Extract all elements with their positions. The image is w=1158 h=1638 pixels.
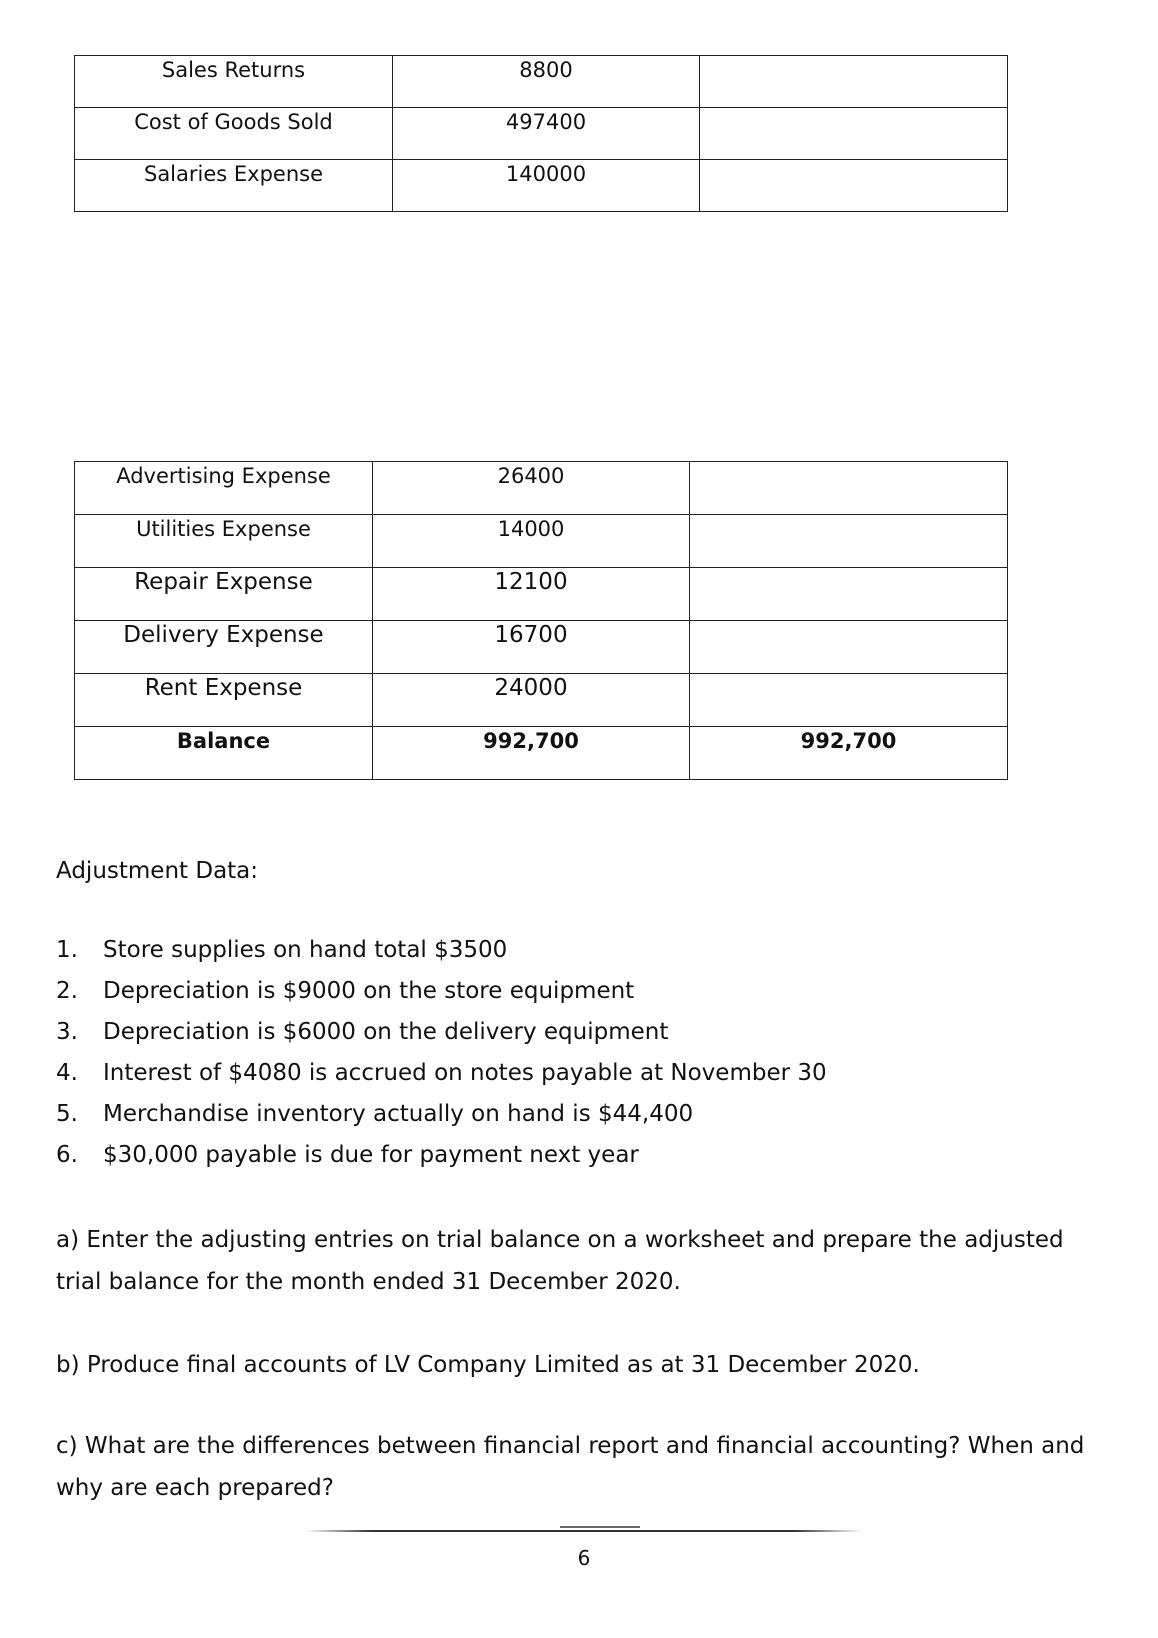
list-item xyxy=(56,1058,827,1099)
adjustment-list xyxy=(56,935,827,1181)
account-name-cell: Rent Expense xyxy=(75,674,373,727)
list-item-number: 6. xyxy=(56,1142,78,1168)
list-item-text: Depreciation is $9000 on the store equipment xyxy=(103,978,635,1004)
table-row xyxy=(75,462,1008,515)
list-item-text: Merchandise inventory actually on hand is $44,400 xyxy=(103,1101,694,1127)
page-number: 6 xyxy=(577,1546,591,1570)
credit-cell xyxy=(700,56,1008,108)
debit-cell: 14000 xyxy=(373,515,690,568)
table-row xyxy=(75,568,1008,621)
footer-divider xyxy=(305,1530,862,1532)
balance-credit-total: 992,700 xyxy=(690,727,1008,780)
account-name-cell: Salaries Expense xyxy=(75,160,393,212)
list-item xyxy=(56,976,827,1017)
account-name-cell: Delivery Expense xyxy=(75,621,373,674)
table-row xyxy=(75,515,1008,568)
trial-balance-table-bottom xyxy=(74,461,1008,780)
trial-balance-table-top xyxy=(74,55,1008,212)
debit-cell: 26400 xyxy=(373,462,690,515)
debit-cell: 140000 xyxy=(393,160,700,212)
list-item xyxy=(56,935,827,976)
account-name-cell: Sales Returns xyxy=(75,56,393,108)
question-b: b) Produce final accounts of LV Company Limited as at 31 December 2020. xyxy=(56,1352,920,1378)
list-item-number: 4. xyxy=(56,1060,78,1086)
credit-cell xyxy=(690,674,1008,727)
debit-cell: 8800 xyxy=(393,56,700,108)
list-item-text: $30,000 payable is due for payment next year xyxy=(103,1142,639,1168)
list-item-number: 2. xyxy=(56,978,78,1004)
credit-cell xyxy=(700,160,1008,212)
balance-debit-total: 992,700 xyxy=(373,727,690,780)
list-item-number: 5. xyxy=(56,1101,78,1127)
balance-total-row xyxy=(75,727,1008,780)
table-row xyxy=(75,108,1008,160)
debit-cell: 12100 xyxy=(373,568,690,621)
list-item-text: Depreciation is $6000 on the delivery equipment xyxy=(103,1019,669,1045)
list-item-number: 1. xyxy=(56,937,78,963)
list-item xyxy=(56,1140,827,1181)
question-a: a) Enter the adjusting entries on trial balance on a worksheet and prepare the adjusted trial balance for the month ended 31 December 2020. xyxy=(56,1227,1064,1295)
debit-cell: 497400 xyxy=(393,108,700,160)
list-item-text: Interest of $4080 is accrued on notes payable at November 30 xyxy=(103,1060,827,1086)
list-item xyxy=(56,1099,827,1140)
footer-rule-accent xyxy=(560,1526,640,1528)
adjustment-data-heading: Adjustment Data: xyxy=(56,858,259,884)
account-name-cell: Utilities Expense xyxy=(75,515,373,568)
credit-cell xyxy=(690,568,1008,621)
credit-cell xyxy=(690,462,1008,515)
list-item xyxy=(56,1017,827,1058)
table-row xyxy=(75,621,1008,674)
table-row xyxy=(75,160,1008,212)
table-row xyxy=(75,56,1008,108)
list-item-text: Store supplies on hand total $3500 xyxy=(103,937,508,963)
account-name-cell: Repair Expense xyxy=(75,568,373,621)
list-item-number: 3. xyxy=(56,1019,78,1045)
question-c: c) What are the differences between financial report and financial accounting? When and why are each prepared? xyxy=(56,1433,1085,1501)
debit-cell: 24000 xyxy=(373,674,690,727)
account-name-cell: Cost of Goods Sold xyxy=(75,108,393,160)
credit-cell xyxy=(690,621,1008,674)
account-name-cell: Advertising Expense xyxy=(75,462,373,515)
debit-cell: 16700 xyxy=(373,621,690,674)
credit-cell xyxy=(690,515,1008,568)
table-row xyxy=(75,674,1008,727)
balance-label: Balance xyxy=(75,727,373,780)
credit-cell xyxy=(700,108,1008,160)
